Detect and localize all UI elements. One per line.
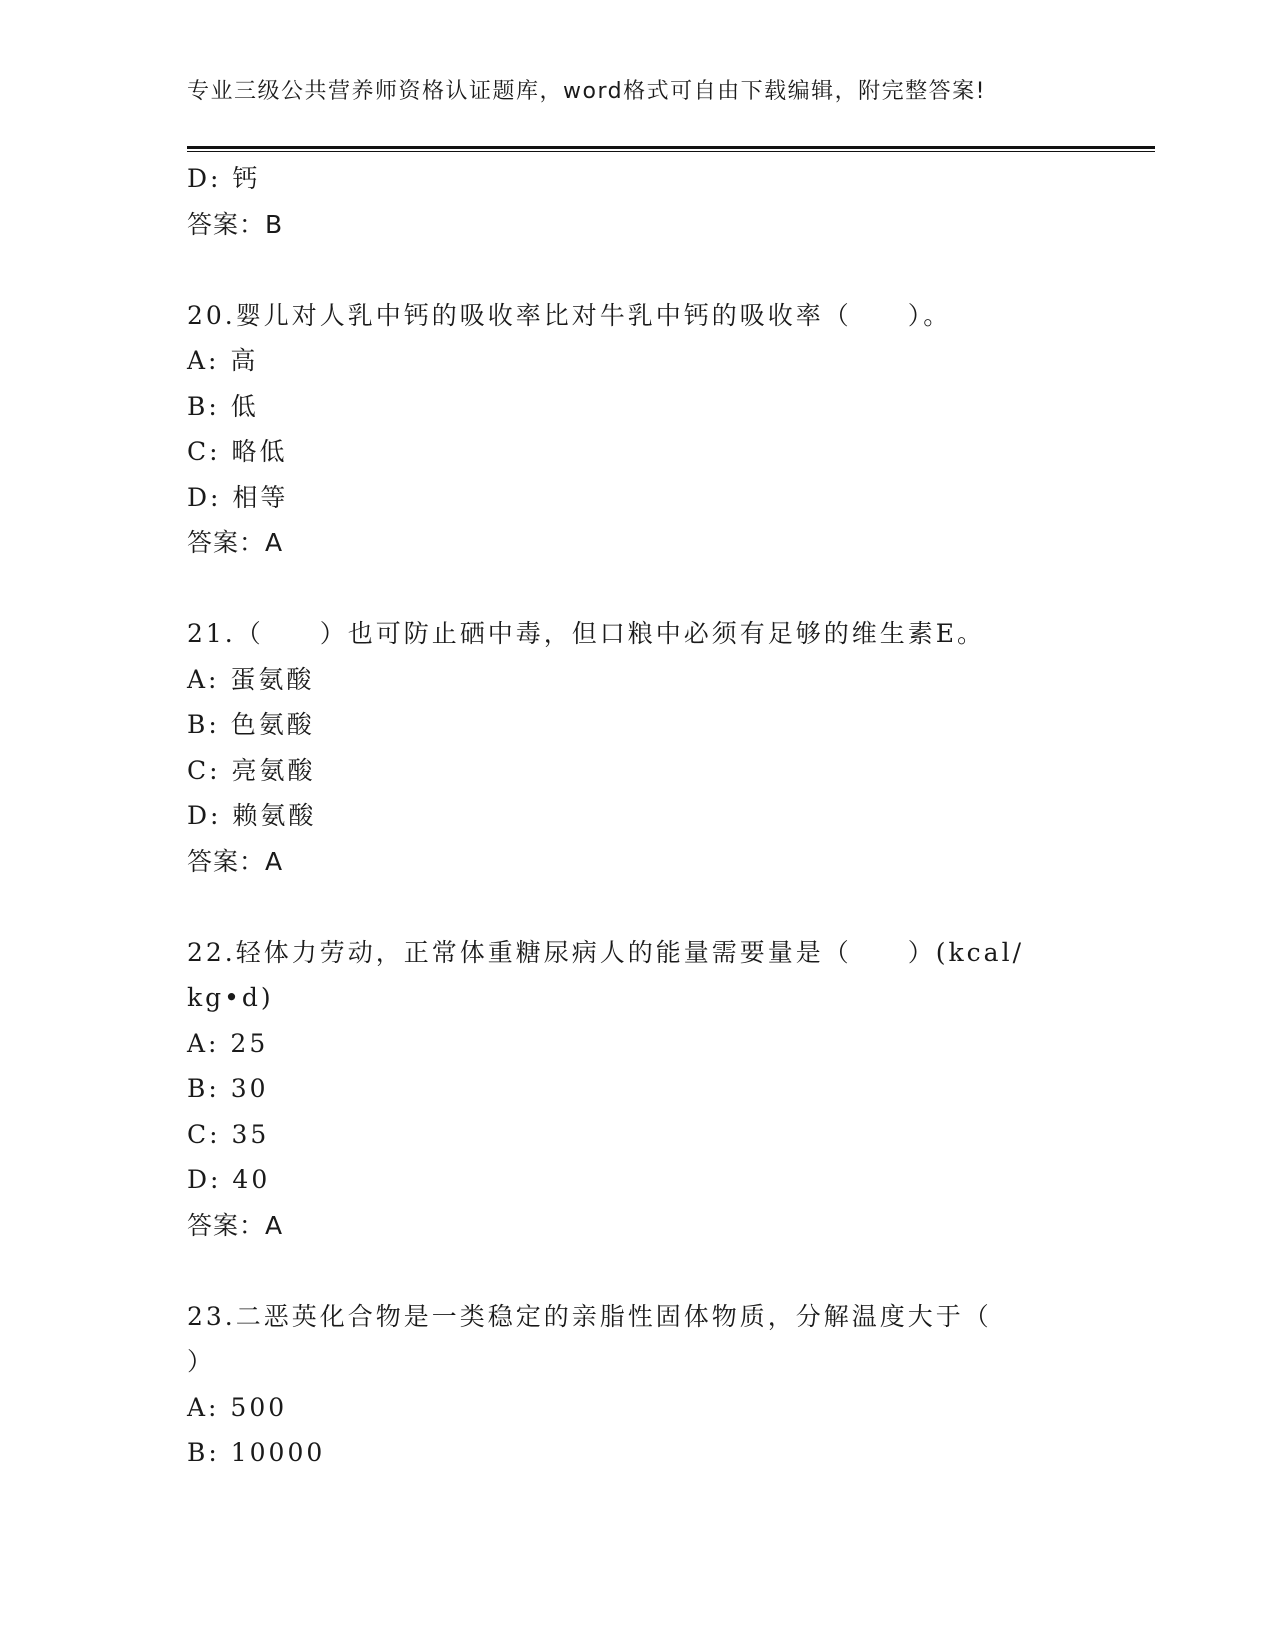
question-21 (187, 611, 1087, 884)
document-body (187, 156, 1087, 1476)
option-d: D: 40 (187, 1165, 271, 1194)
option-d: D: 钙 (187, 164, 261, 193)
question-20 (187, 293, 1087, 566)
option-b: B: 低 (187, 391, 259, 421)
spacer (187, 1248, 1087, 1294)
option-a: A: 蛋氨酸 (187, 664, 315, 694)
answer-line: 答案：B (187, 209, 284, 239)
option-c: C: 略低 (187, 437, 288, 466)
option-d: D: 相等 (187, 482, 289, 512)
option-b: B: 30 (187, 1074, 269, 1103)
question-23 (187, 1294, 1087, 1476)
spacer (187, 566, 1087, 612)
answer-line: 答案：A (187, 846, 284, 876)
option-c: C: 亮氨酸 (187, 755, 316, 785)
header-rule (187, 146, 1155, 149)
option-a: A: 高 (187, 346, 259, 375)
question-text: 20.婴儿对人乳中钙的吸收率比对牛乳中钙的吸收率（ ）。 (187, 300, 952, 330)
question-22 (187, 930, 1087, 1249)
option-a: A: 500 (187, 1392, 288, 1422)
question-text: 22.轻体力劳动，正常体重糖尿病人的能量需要量是（ ）(kcal/ (187, 937, 1024, 967)
option-a: A: 25 (187, 1028, 269, 1058)
option-b: B: 色氨酸 (187, 710, 315, 739)
question-text: 23.二恶英化合物是一类稳定的亲脂性固体物质，分解温度大于（ (187, 1301, 992, 1331)
option-d: D: 赖氨酸 (187, 801, 317, 830)
answer-line: 答案：A (187, 1210, 284, 1240)
header-rule-thin (187, 151, 1155, 152)
option-c: C: 35 (187, 1119, 270, 1149)
option-b: B: 10000 (187, 1438, 326, 1467)
question-text-continued: ） (187, 1347, 216, 1376)
spacer (187, 884, 1087, 930)
question-text-continued: kg•d) (187, 983, 274, 1012)
spacer (187, 247, 1087, 293)
answer-line: 答案：A (187, 528, 284, 557)
question-text: 21.（ ）也可防止硒中毒，但口粮中必须有足够的维生素E。 (187, 619, 986, 648)
document-header: 专业三级公共营养师资格认证题库，word格式可自由下载编辑，附完整答案! (187, 79, 986, 104)
